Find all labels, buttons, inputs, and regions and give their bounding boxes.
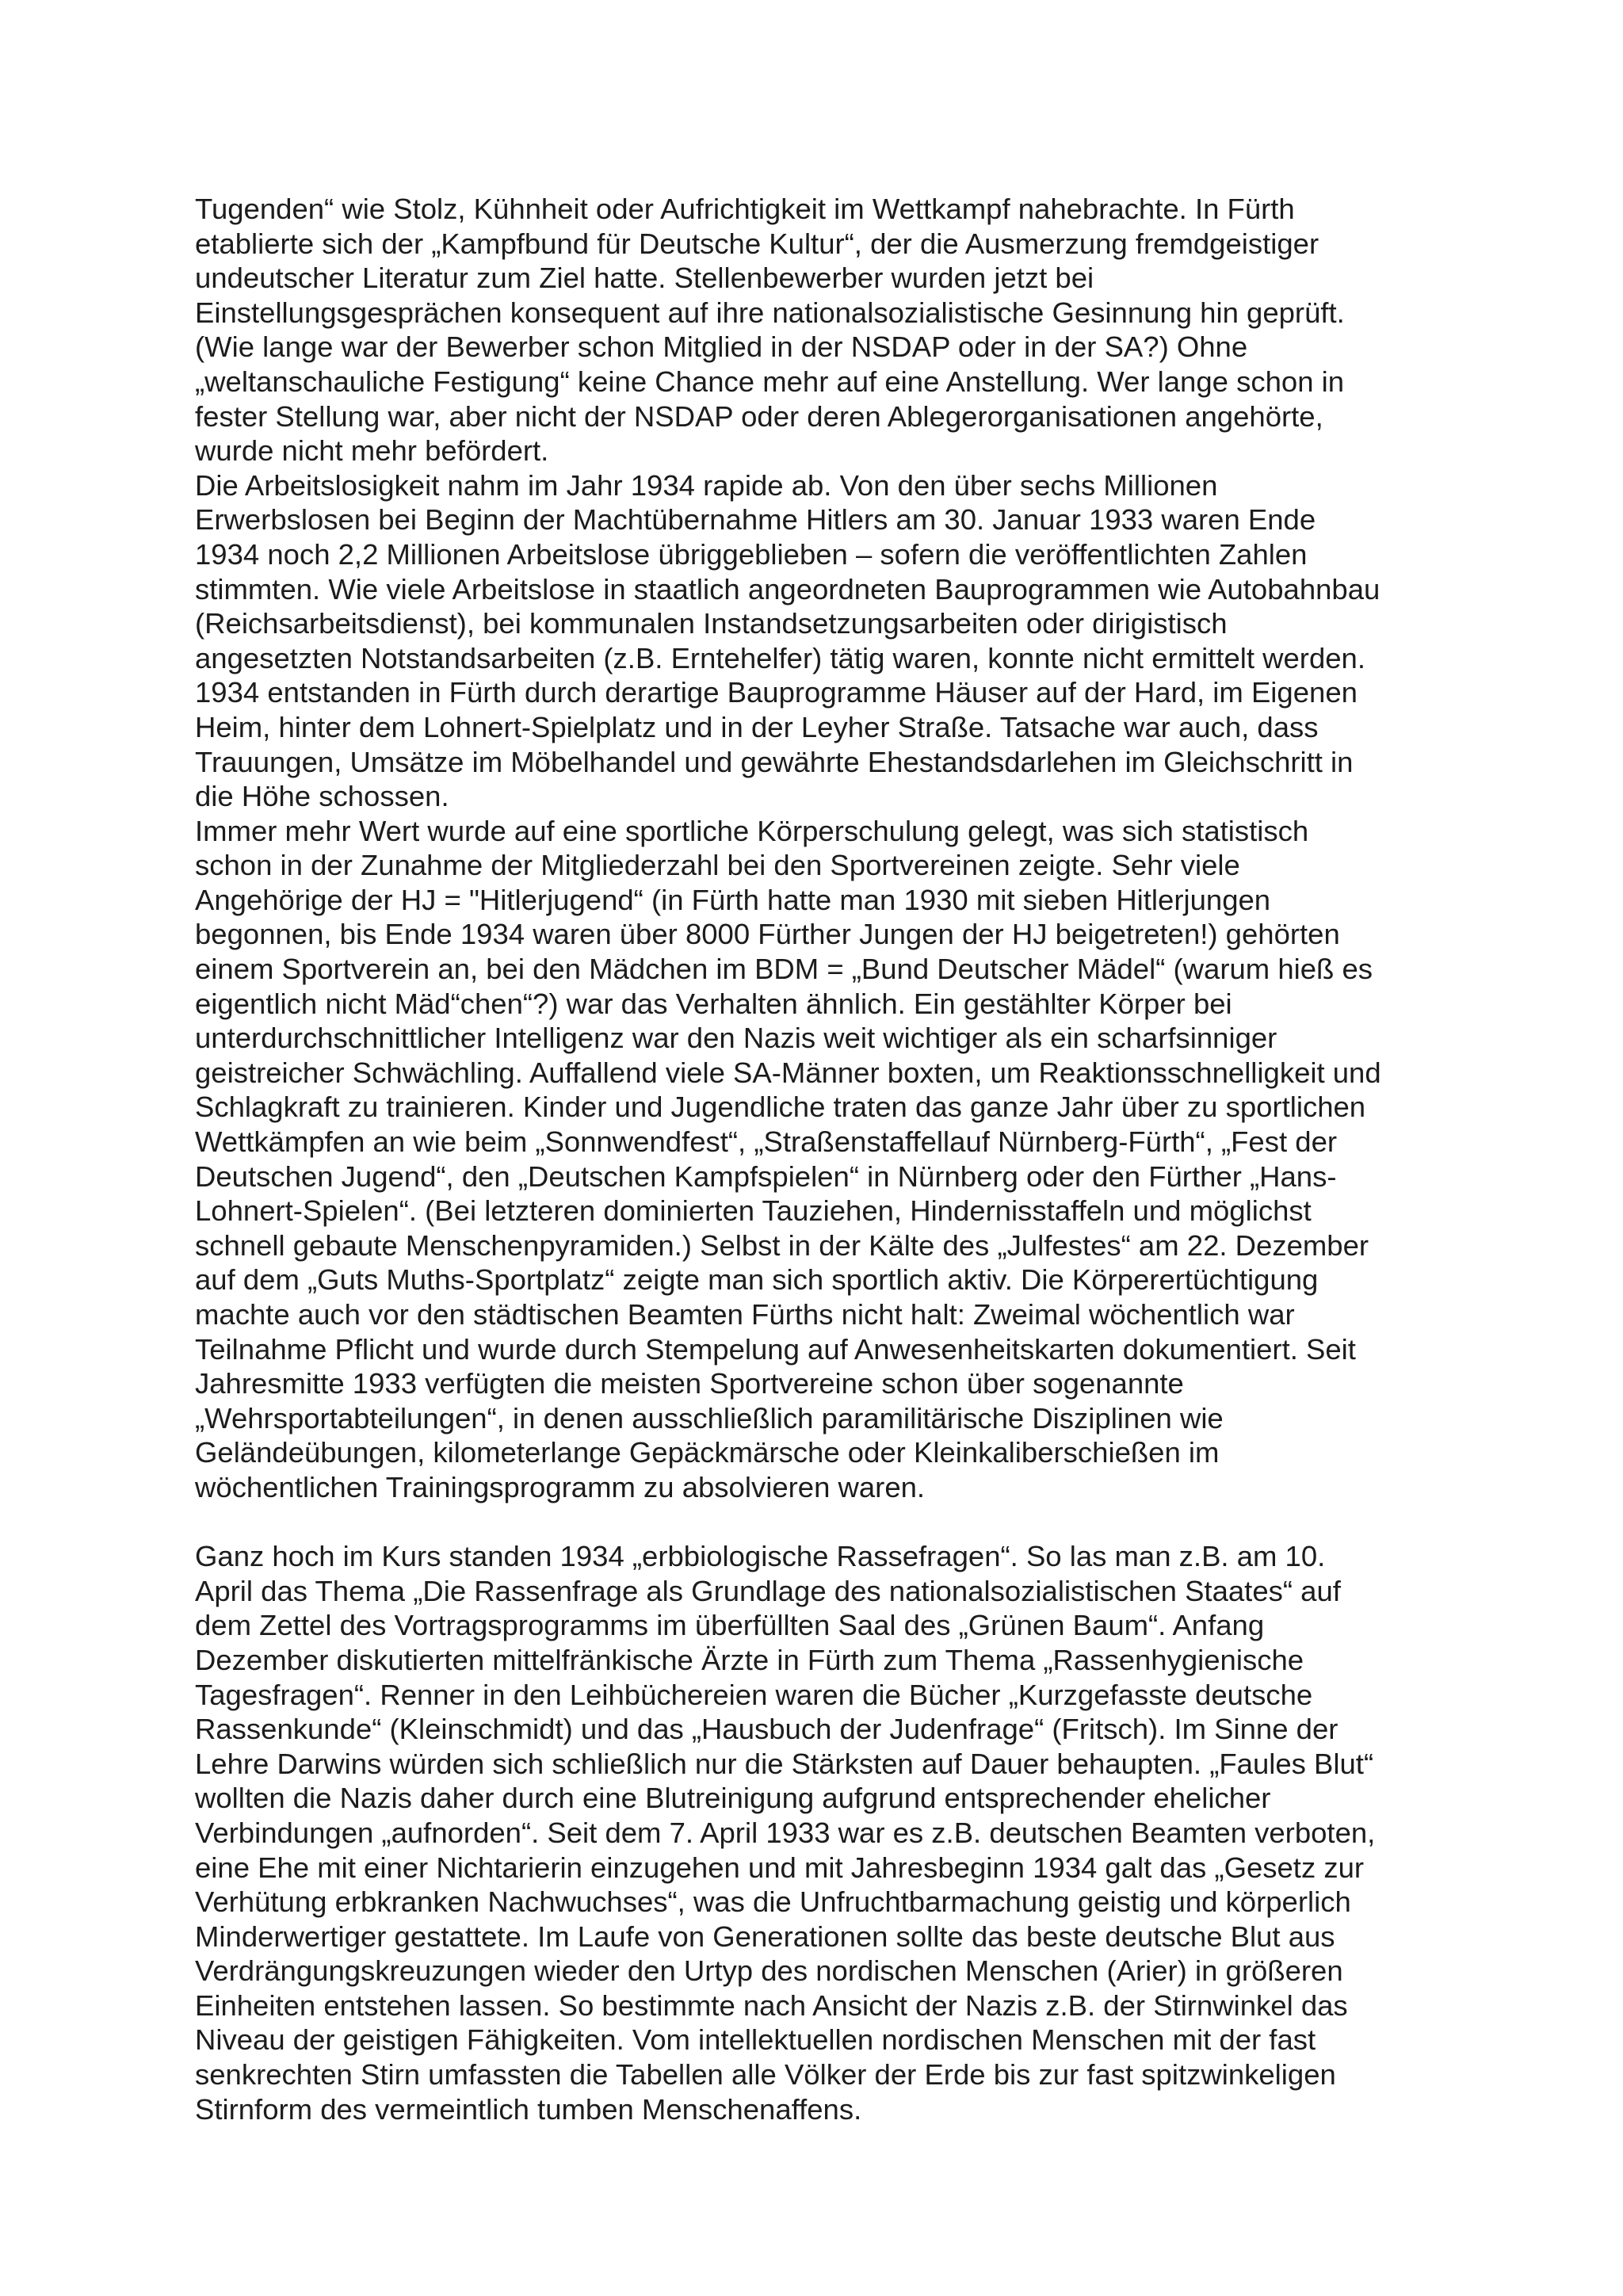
text-line: die Höhe schossen.: [195, 780, 449, 813]
text-line: wollten die Nazis daher durch eine Blutreinigung aufgrund entsprechender ehelicher: [195, 1782, 1271, 1815]
text-line: einem Sportverein an, bei den Mädchen im BDM = „Bund Deutscher Mädel“ (warum hieß es: [195, 953, 1373, 986]
text-line: „weltanschauliche Festigung“ keine Chance mehr auf eine Anstellung. Wer lange schon in: [195, 365, 1345, 398]
text-line: Erwerbslosen bei Beginn der Machtübernahme Hitlers am 30. Januar 1933 waren Ende: [195, 503, 1316, 537]
text-line: eigentlich nicht Mäd“chen“?) war das Verhalten ähnlich. Ein gestählter Körper bei: [195, 987, 1232, 1020]
text-line: Trauungen, Umsätze im Möbelhandel und gewährte Ehestandsdarlehen im Gleichschritt in: [195, 745, 1354, 778]
text-line: wöchentlichen Trainingsprogramm zu absolvieren waren.: [195, 1470, 926, 1503]
text-line: schon in der Zunahme der Mitgliederzahl bei den Sportvereinen zeigte. Sehr viele: [195, 849, 1240, 882]
text-line: Einstellungsgesprächen konsequent auf ihre nationalsozialistische Gesinnung hin geprüft.: [195, 296, 1345, 329]
paragraph-qualifications: [195, 192, 1463, 468]
text-line: stimmten. Wie viele Arbeitslose in staatlich angeordneten Bauprogrammen wie Autobahnbau: [195, 572, 1381, 606]
text-line: Niveau der geistigen Fähigkeiten. Vom intellektuellen nordischen Menschen mit der fast: [195, 2023, 1316, 2057]
text-line: wurde nicht mehr befördert.: [195, 434, 549, 468]
text-line: eine Ehe mit einer Nichtarierin einzugehen und mit Jahresbeginn 1934 galt das „Gesetz zur: [195, 1851, 1365, 1884]
text-line: Immer mehr Wert wurde auf eine sportliche Körperschulung gelegt, was sich statistisch: [195, 814, 1309, 847]
text-line: etablierte sich der „Kampfbund für Deutsche Kultur“, der die Ausmerzung fremdgeistiger: [195, 227, 1319, 260]
text-line: Ganz hoch im Kurs standen 1934 „erbbiologische Rassefragen“. So las man z.B. am 10.: [195, 1540, 1326, 1573]
text-line: Angehörige der HJ = "Hitlerjugend“ (in Fürth hatte man 1930 mit sieben Hitlerjungen: [195, 883, 1271, 916]
text-line: Schlagkraft zu trainieren. Kinder und Jugendliche traten das ganze Jahr über zu sportlichen: [195, 1091, 1366, 1124]
text-line: April das Thema „Die Rassenfrage als Grundlage des nationalsozialistischen Staates“ auf: [195, 1574, 1341, 1607]
text-line: Tagesfragen“. Renner in den Leihbüchereien waren die Bücher „Kurzgefasste deutsche: [195, 1678, 1313, 1711]
text-line: Verdrängungskreuzungen wieder den Urtyp des nordischen Menschen (Arier) in größeren: [195, 1954, 1343, 1988]
body-text: [195, 192, 1463, 2126]
text-line: angesetzten Notstandsarbeiten (z.B. Erntehelfer) tätig waren, konnte nicht ermittelt werden.: [195, 641, 1366, 674]
text-line: auf dem „Guts Muths-Sportplatz“ zeigte man sich sportlich aktiv. Die Körperertüchtigung: [195, 1263, 1319, 1297]
paragraph-unemployment: [195, 468, 1463, 814]
text-line: Lehre Darwins würden sich schließlich nur die Stärksten auf Dauer behaupten. „Faules Blut“: [195, 1747, 1374, 1780]
text-line: fester Stellung war, aber nicht der NSDAP oder deren Ablegerorganisationen angehörte,: [195, 399, 1323, 433]
text-line: unterdurchschnittlicher Intelligenz war den Nazis weit wichtiger als ein scharfsinniger: [195, 1022, 1277, 1055]
text-line: senkrechten Stirn umfassten die Tabellen alle Völker der Erde bis zur fast spitzwinkeligen: [195, 2058, 1336, 2092]
text-line: begonnen, bis Ende 1934 waren über 8000 Fürther Jungen der HJ beigetreten!) gehörten: [195, 918, 1340, 951]
text-line: Jahresmitte 1933 verfügten die meisten Sportvereine schon über sogenannte: [195, 1367, 1184, 1400]
text-line: Stirnform des vermeintlich tumben Menschenaffens.: [195, 2092, 862, 2126]
text-line: Lohnert-Spielen“. (Bei letzteren dominierten Tauziehen, Hindernisstaffeln und möglichst: [195, 1194, 1312, 1228]
text-line: Verbindungen „aufnorden“. Seit dem 7. April 1933 war es z.B. deutschen Beamten verboten,: [195, 1816, 1376, 1849]
text-line: Wettkämpfen an wie beim „Sonnwendfest“, „Straßenstaffellauf Nürnberg-Fürth“, „Fest der: [195, 1125, 1338, 1159]
text-line: Rassenkunde“ (Kleinschmidt) und das „Hausbuch der Judenfrage“ (Fritsch). Im Sinne der: [195, 1713, 1338, 1746]
text-line: undeutscher Literatur zum Ziel hatte. Stellenbewerber wurden jetzt bei: [195, 262, 1094, 295]
text-line: Verhütung erbkranken Nachwuchses“, was die Unfruchtbarmachung geistig und körperlich: [195, 1885, 1351, 1919]
paragraph-sports: [195, 814, 1463, 1505]
text-line: (Wie lange war der Bewerber schon Mitglied in der NSDAP oder in der SA?) Ohne: [195, 330, 1248, 364]
text-line: geistreicher Schwächling. Auffallend viele SA-Männer boxten, um Reaktionsschnelligkeit und: [195, 1056, 1381, 1089]
text-line: Deutschen Jugend“, den „Deutschen Kampfspielen“ in Nürnberg oder den Fürther „Hans-: [195, 1159, 1337, 1193]
text-line: dem Zettel des Vortragsprogramms im überfüllten Saal des „Grünen Baum“. Anfang: [195, 1609, 1265, 1642]
text-line: Minderwertiger gestattete. Im Laufe von Generationen sollte das beste deutsche Blut aus: [195, 1920, 1335, 1953]
text-line: (Reichsarbeitsdienst), bei kommunalen Instandsetzungsarbeiten oder dirigistisch: [195, 607, 1228, 640]
text-line: 1934 noch 2,2 Millionen Arbeitslose übriggeblieben – sofern die veröffentlichten Zahlen: [195, 537, 1308, 571]
text-line: Die Arbeitslosigkeit nahm im Jahr 1934 rapide ab. Von den über sechs Millionen: [195, 468, 1218, 502]
text-line: „Wehrsportabteilungen“, in denen ausschließlich paramilitärische Disziplinen wie: [195, 1401, 1224, 1435]
text-line: schnell gebaute Menschenpyramiden.) Selbst in der Kälte des „Julfestes“ am 22. Dezember: [195, 1228, 1369, 1262]
text-line: Tugenden“ wie Stolz, Kühnheit oder Aufrichtigkeit im Wettkampf nahebrachte. In Fürth: [195, 193, 1295, 225]
paragraph-gap: [195, 1505, 1463, 1540]
text-line: Einheiten entstehen lassen. So bestimmte nach Ansicht der Nazis z.B. der Stirnwinkel das: [195, 1988, 1348, 2022]
text-line: Dezember diskutierten mittelfränkische Ärzte in Fürth zum Thema „Rassenhygienische: [195, 1643, 1304, 1676]
paragraph-race-questions: [195, 1539, 1463, 2126]
text-line: Teilnahme Pflicht und wurde durch Stempelung auf Anwesenheitskarten dokumentiert. Seit: [195, 1332, 1356, 1366]
text-line: Geländeübungen, kilometerlange Gepäckmärsche oder Kleinkaliberschießen im: [195, 1436, 1220, 1469]
text-line: machte auch vor den städtischen Beamten Fürths nicht halt: Zweimal wöchentlich war: [195, 1298, 1295, 1331]
text-line: 1934 entstanden in Fürth durch derartige Bauprogramme Häuser auf der Hard, im Eigenen: [195, 676, 1358, 709]
text-line: Heim, hinter dem Lohnert-Spielplatz und in der Leyher Straße. Tatsache war auch, dass: [195, 710, 1319, 743]
